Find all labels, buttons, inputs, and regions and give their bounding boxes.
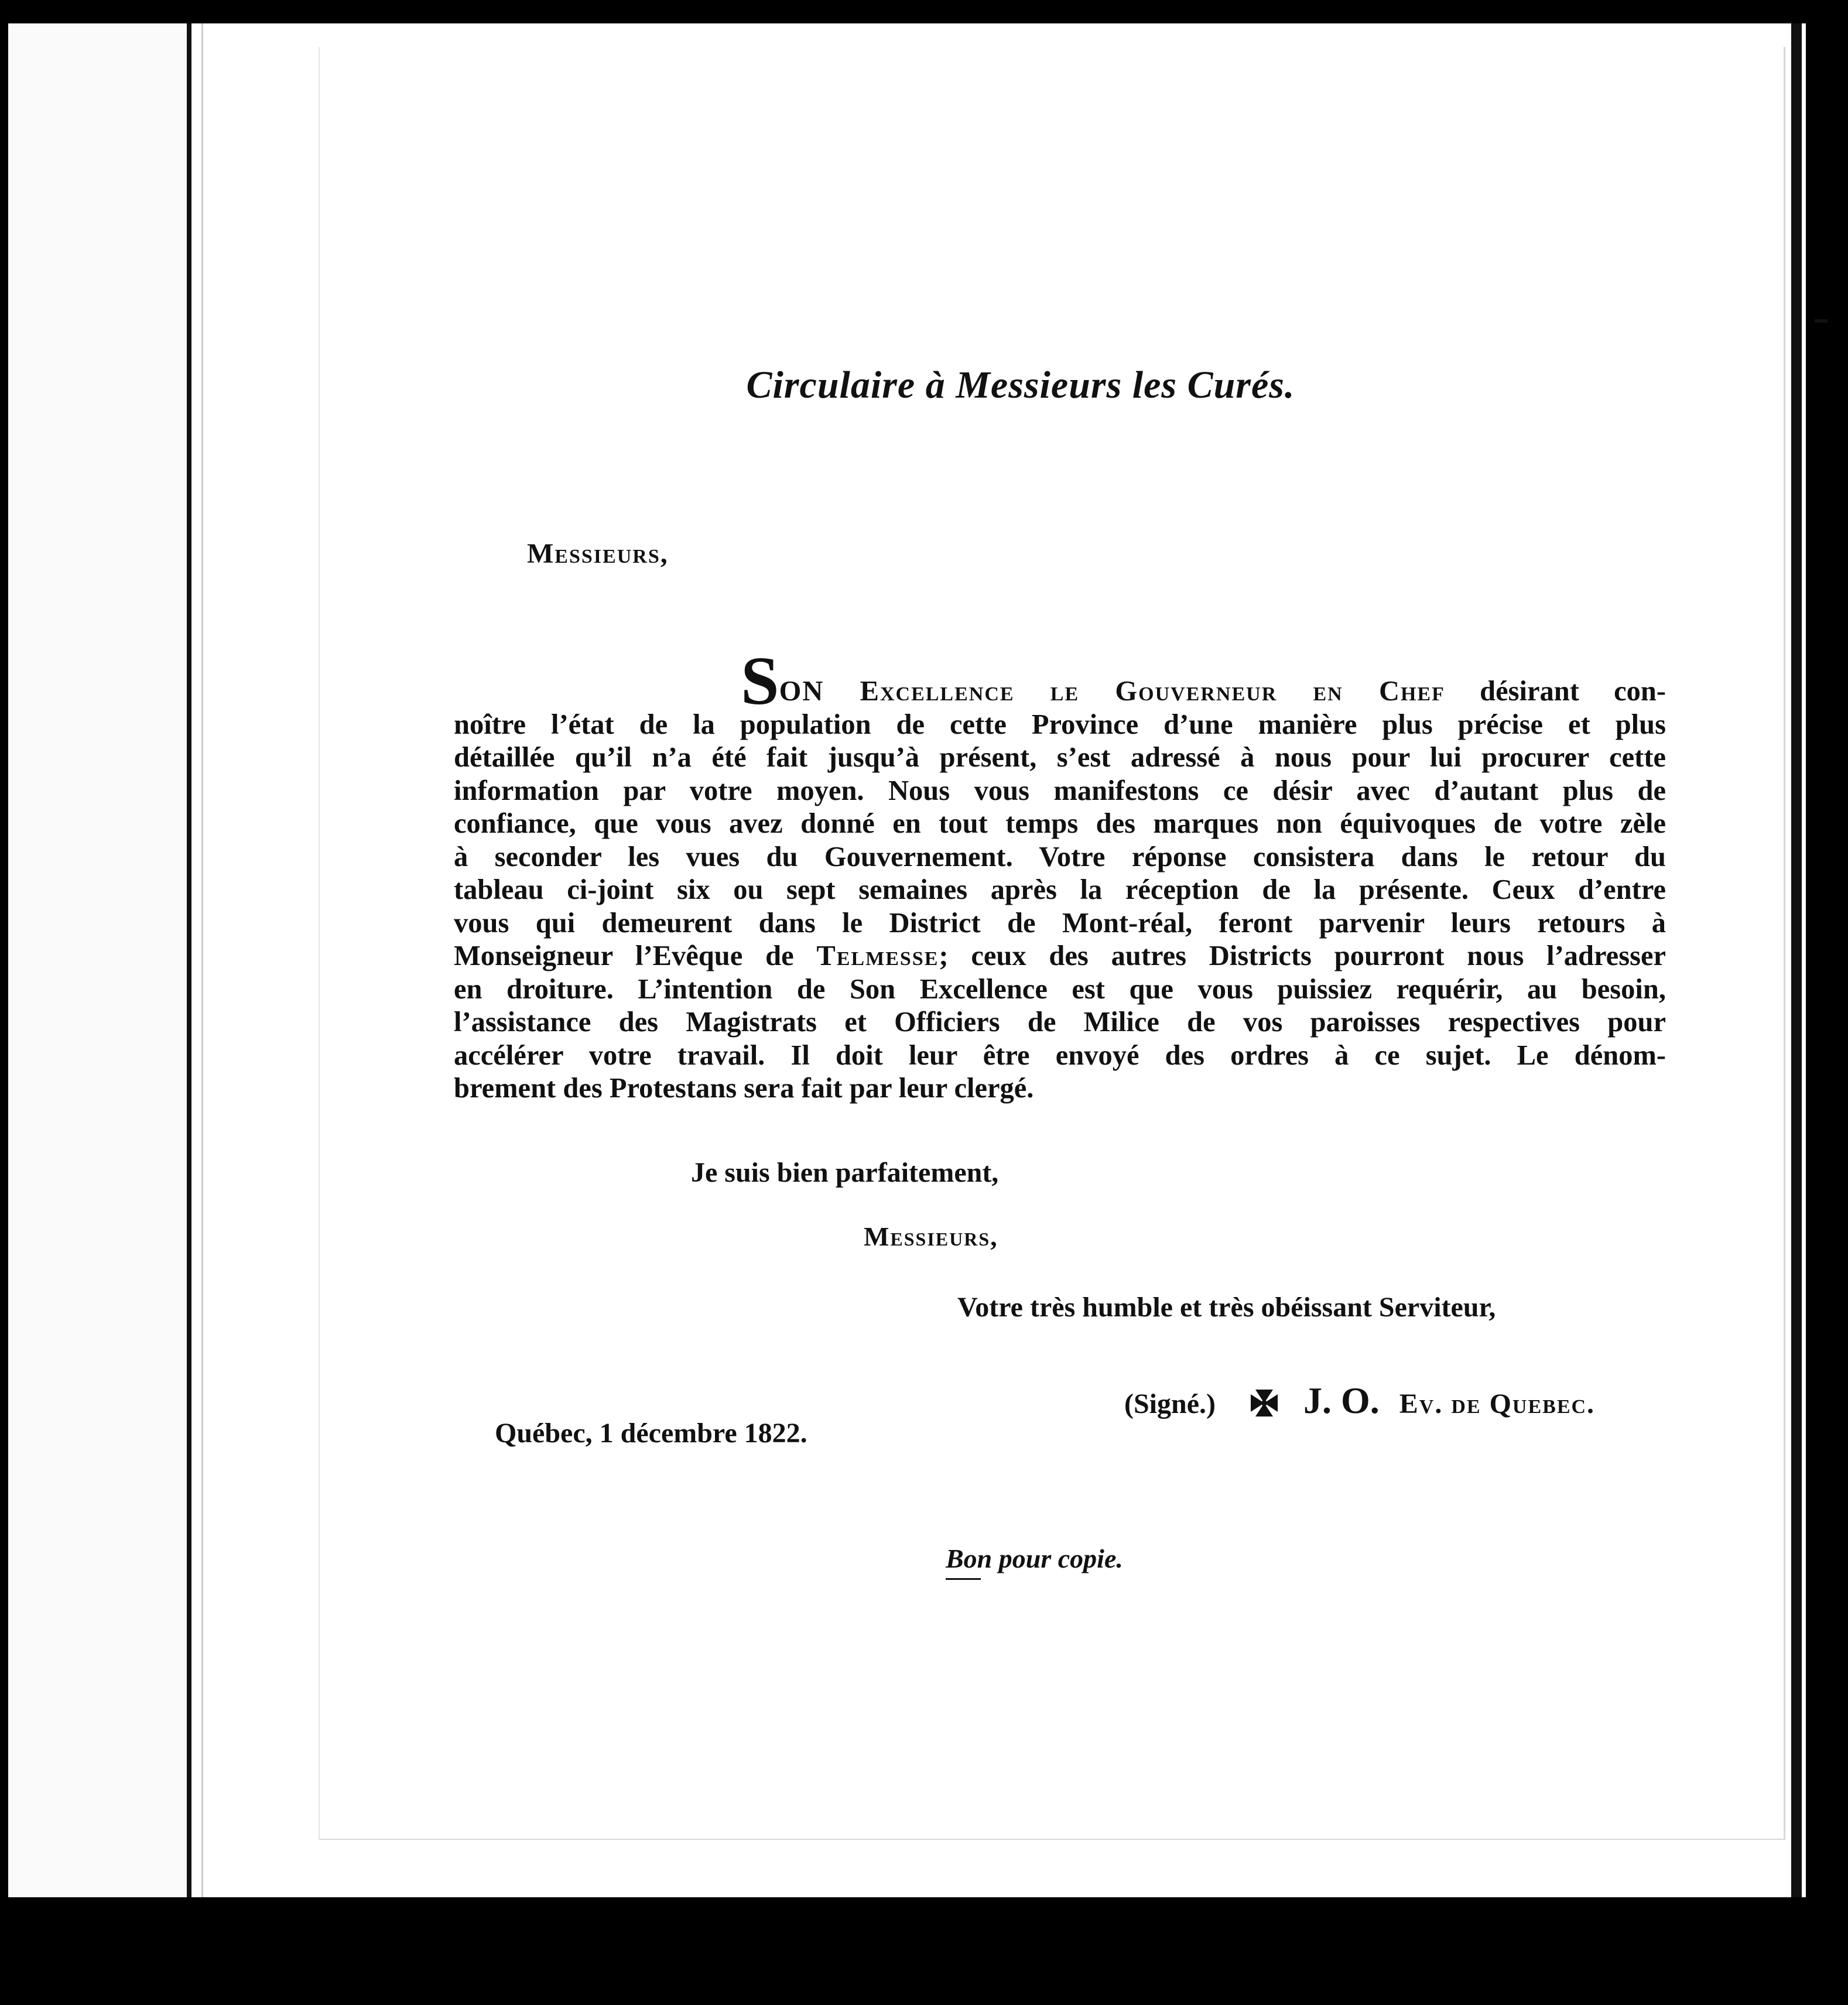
body-line: accélérer votre travail. Il doit leur être envoyé des ordres à ce sujet. Le dénom- bbox=[454, 1039, 1666, 1071]
left-page-edge bbox=[8, 23, 187, 1897]
signature-title: Ev. de Quebec. bbox=[1399, 1388, 1596, 1419]
signature-block bbox=[1124, 1379, 1595, 1422]
body-line: vous qui demeurent dans le District de Mont-réal, feront parvenir leurs retours à bbox=[454, 907, 1666, 939]
gutter-shadow bbox=[187, 23, 191, 1897]
body-line-1-rest: désirant con- bbox=[1445, 676, 1666, 707]
signature-initials: J. O. bbox=[1303, 1380, 1380, 1421]
gutter-fold bbox=[201, 23, 203, 1897]
drop-cap: S bbox=[741, 642, 779, 719]
date-line: Québec, 1 décembre 1822. bbox=[495, 1418, 807, 1449]
closing-line: Je suis bien parfaitement, bbox=[691, 1157, 999, 1188]
body-line: l’assistance des Magistrats et Officiers de Milice de vos paroisses respectives pour bbox=[454, 1007, 1666, 1038]
body-line-1 bbox=[454, 642, 1666, 719]
body-lead-smallcaps: ON Excellence le Gouverneur en Chef bbox=[779, 676, 1445, 707]
body-line-9-before: Monseigneur l’Evêque de bbox=[454, 940, 817, 971]
document-title: Circulaire à Messieurs les Curés. bbox=[746, 364, 1295, 406]
closing-salutation: Messieurs, bbox=[864, 1222, 998, 1251]
body-line: tableau ci-joint six ou sept semaines après la réception de la présente. Ceux d’entre bbox=[454, 874, 1666, 905]
copy-note: Bon pour copie. bbox=[946, 1544, 1123, 1573]
body-line-9-after: ; ceux des autres Districts pourront nous l’adresser bbox=[939, 940, 1666, 971]
body-line: à seconder les vues du Gouvernement. Votre réponse consistera dans le retour du bbox=[454, 841, 1666, 873]
body-line: information par votre moyen. Nous vous manifestons ce désir avec d’autant plus de bbox=[454, 775, 1666, 806]
body-line: noître l’état de la population de cette Province d’une manière plus précise et plus bbox=[454, 709, 1666, 740]
cross-pattee-icon bbox=[1248, 1387, 1280, 1419]
body-line: détaillée qu’il n’a été fait jusqu’à présent, s’est adressé à nous pour lui procurer cette bbox=[454, 742, 1666, 773]
signed-label: (Signé.) bbox=[1124, 1388, 1216, 1419]
servant-line: Votre très humble et très obéissant Serviteur, bbox=[957, 1292, 1496, 1323]
body-line-9 bbox=[454, 940, 1666, 973]
copy-note-underline bbox=[946, 1578, 981, 1580]
body-line: en droiture. L’intention de Son Excellence est que vous puissiez requérir, au besoin, bbox=[454, 973, 1666, 1005]
edge-tick-right bbox=[1815, 319, 1828, 323]
body-last-line: brement des Protestans sera fait par leur clergé. bbox=[454, 1073, 1034, 1104]
scan-bottom-border bbox=[0, 1897, 1848, 2005]
body-line: confiance, que vous avez donné en tout temps des marques non équivoques de votre zèle bbox=[454, 808, 1666, 839]
body-line-9-smallcaps: Telmesse bbox=[816, 940, 939, 971]
salutation: Messieurs, bbox=[527, 538, 669, 569]
body-paragraph bbox=[454, 642, 1666, 1106]
page-right-edge bbox=[1791, 23, 1802, 1897]
